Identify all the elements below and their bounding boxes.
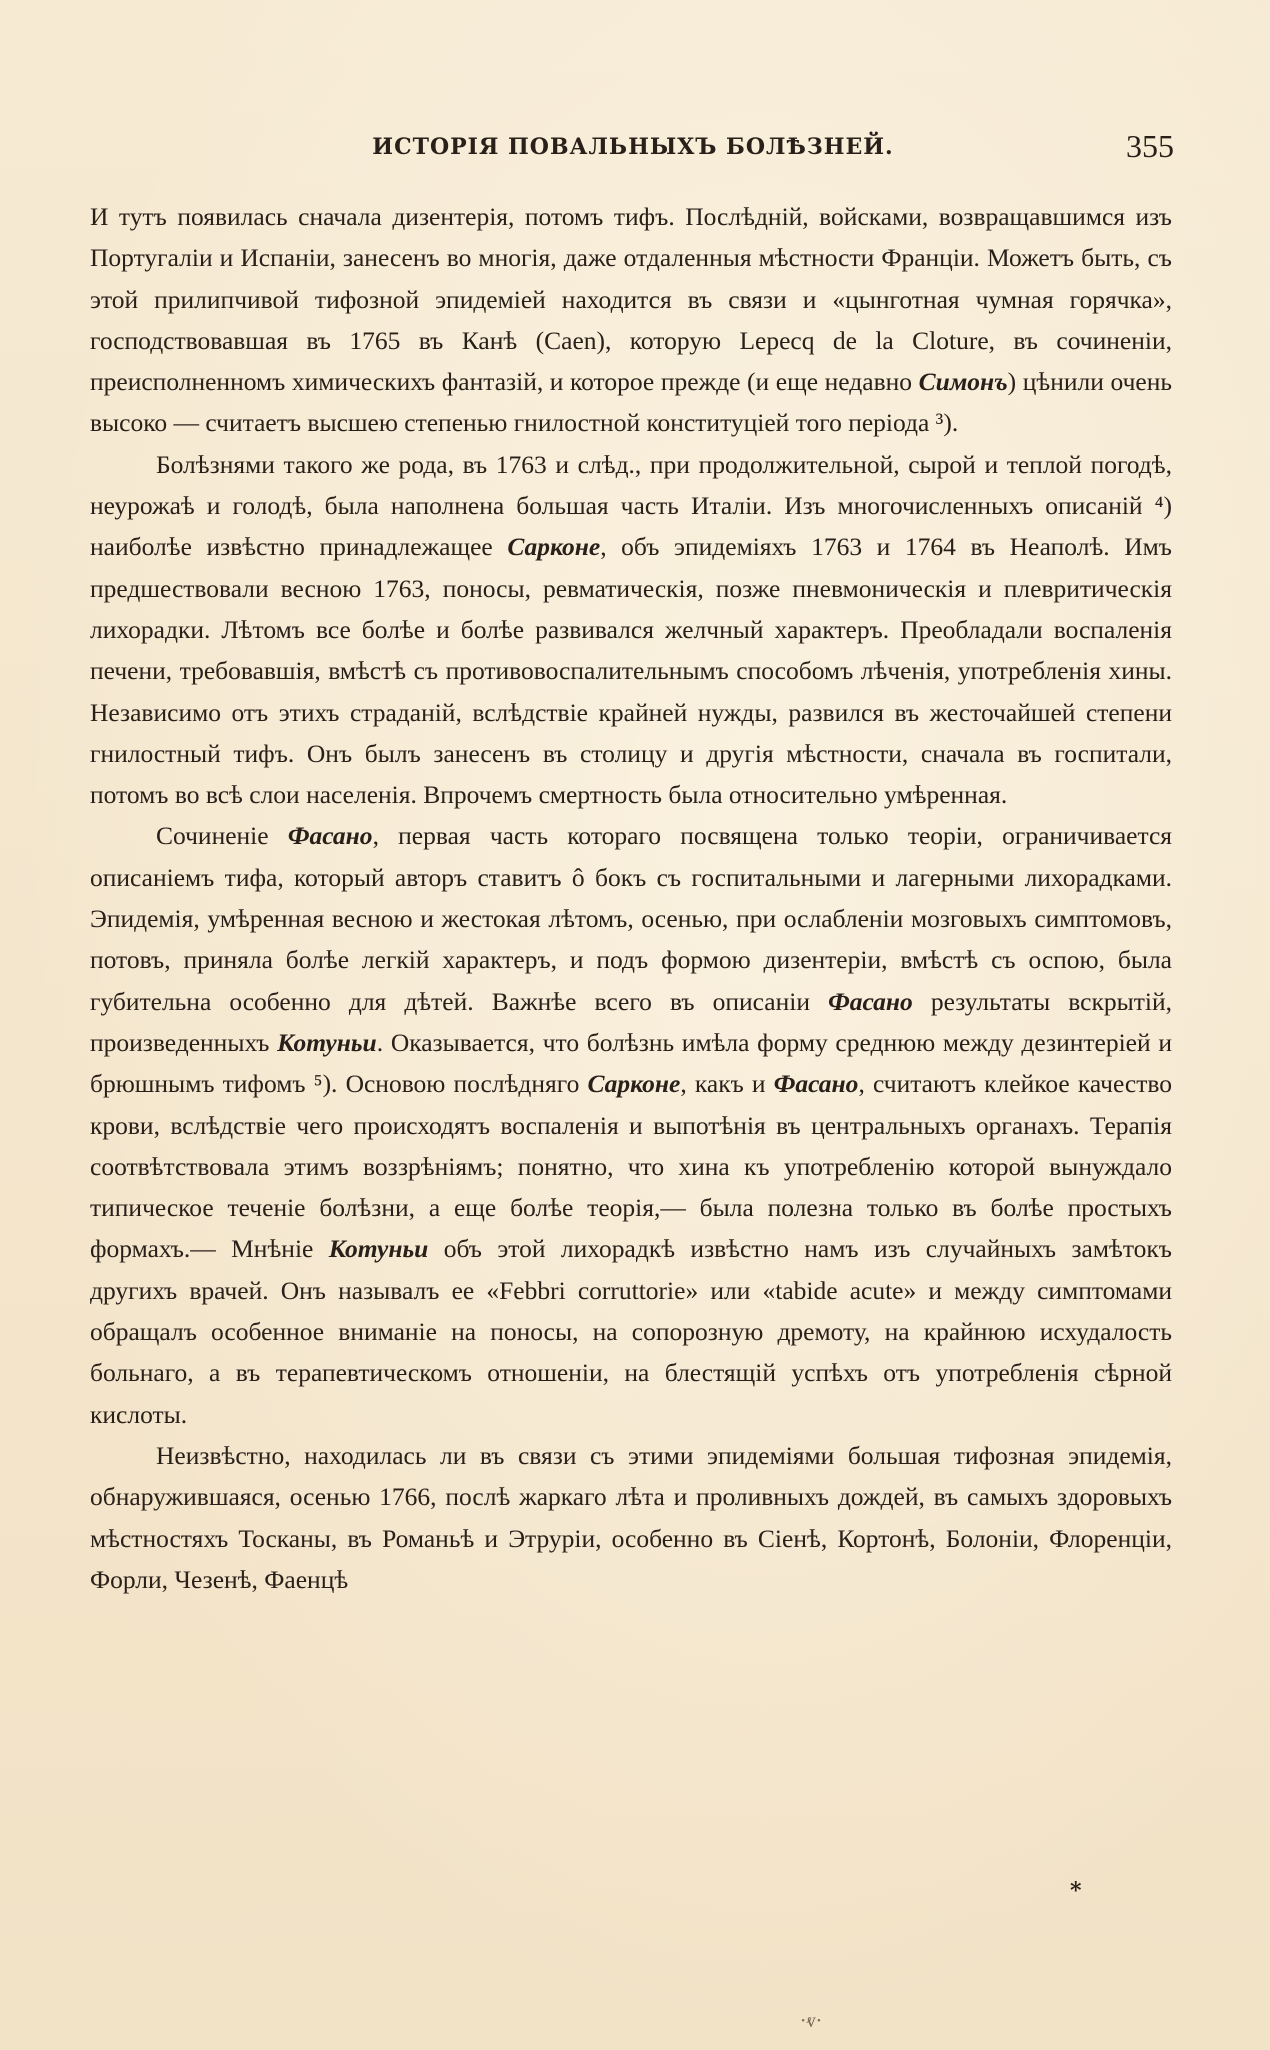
- text-run: , какъ и: [680, 1069, 774, 1099]
- italic-name: Фасано: [287, 821, 373, 851]
- italic-name: Сарконе: [507, 532, 601, 562]
- paragraph-p3: [90, 815, 1172, 1434]
- italic-name: Фасано: [773, 1069, 859, 1099]
- text-run: объ этой лихорадкѣ извѣстно намъ изъ случайныхъ замѣтокъ другихъ врачей. Онъ называлъ ее «Febbri corruttorie» или «tabide acute» и между симптомами обращалъ особенное вниманіе на поносы, на сопорозную дремоту, на крайнюю исхудалость больнаго, а въ терапевтическомъ отношеніи, на блестящій успѣхъ отъ употребленія сѣрной кислоты.: [90, 1234, 1172, 1429]
- paragraph-p4: [90, 1435, 1172, 1600]
- paragraph-p1: [90, 196, 1172, 444]
- italic-name: Фасано: [828, 986, 913, 1016]
- text-run: результаты вскрытій, произведенныхъ: [90, 986, 1172, 1057]
- page-number: 355: [1126, 128, 1174, 164]
- text-run: Неизвѣстно, находилась ли въ связи съ этими эпидеміями большая тифозная эпидемія, обнаружившаяся, осенью 1766, послѣ жаркаго лѣта и проливныхъ дождей, въ самыхъ здоровыхъ мѣстностяхъ Тосканы, въ Романьѣ и Этруріи, особенно въ Сіенѣ, Кортонѣ, Болоніи, Флоренціи, Форли, Чезенѣ, Фаенцѣ: [90, 1440, 1172, 1594]
- italic-name: Котуньи: [328, 1234, 429, 1264]
- running-title: ИСТОРІЯ ПОВАЛЬНЫХЪ БОЛѢЗНЕЙ.: [372, 134, 894, 160]
- running-header: [92, 128, 1174, 168]
- text-run: Сочиненіе: [156, 821, 288, 851]
- text-run: Болѣзнями такого же рода, въ 1763 и слѣд., при продолжительной, сырой и теплой погодѣ, неурожаѣ и голодѣ, была наполнена большая часть Италіи. Изъ многочисленныхъ описаній ⁴) наиболѣе извѣстно принадлежащее: [90, 449, 1172, 562]
- footer-asterisk: *: [1070, 1878, 1082, 1904]
- text-run: , считаютъ клейкое качество крови, вслѣдствіе чего происходятъ воспаленія и выпотѣнія въ центральныхъ органахъ. Терапія соотвѣтствовала этимъ воззрѣніямъ; понятно, что хина къ употребленію которой вынуждало типическое теченіе болѣзни, а еще болѣе теорія,— была полезна только въ болѣе простыхъ формахъ.— Мнѣніе: [90, 1069, 1173, 1264]
- italic-name: Котуньи: [277, 1027, 377, 1057]
- text-run: , объ эпидеміяхъ 1763 и 1764 въ Неаполѣ. Имъ предшествовали весною 1763, поносы, ревматическія, позже пневмоническія и плевритическія лихорадки. Лѣтомъ все болѣе и болѣе развивался желчный характеръ. Преобладали воспаленія печени, требовавшія, вмѣстѣ съ противовоспалительнымъ способомъ лѣченія, употребленія хины. Независимо отъ этихъ страданій, вслѣдствіе крайней нужды, развился въ жесточайшей степени гнилостный тифъ. Онъ былъ занесенъ въ столицу и другія мѣстности, сначала въ госпитали, потомъ во всѣ слои населенія. Впрочемъ смертность была относительно умѣренная.: [90, 532, 1172, 810]
- text-run: И тутъ появилась сначала дизентерія, потомъ тифъ. Послѣдній, войсками, возвращавшимся изъ Португаліи и Испаніи, занесенъ во многія, даже отдаленныя мѣстности Франціи. Можетъ быть, съ этой прилипчивой тифозной эпидеміей находится въ связи и «цынготная чумная горячка», господствовавшая въ 1765 въ Канѣ (Caen), которую Lepecq de la Cloture, въ сочиненіи, преисполненномъ химическихъ фантазій, и которое прежде (и еще недавно: [90, 202, 1172, 397]
- text-run: , первая часть котораго посвящена только теоріи, ограничивается описаніемъ тифа, который авторъ ставитъ ô бокъ съ госпитальными и лагерными лихорадками. Эпидемія, умѣренная весною и жестокая лѣтомъ, осенью, при ослабленіи мозговыхъ симптомовъ, потовъ, приняла болѣе легкій характеръ, и подъ формою дизентеріи, вмѣстѣ съ оспою, была губительна особенно для дѣтей. Важнѣе всего въ описаніи: [90, 821, 1172, 1016]
- bottom-ornament: ·ⱴ·: [800, 2008, 823, 2032]
- italic-name: Сарконе: [587, 1069, 681, 1099]
- italic-name: Симонъ: [918, 367, 1008, 397]
- text-run: . Оказывается, что болѣзнь имѣла форму среднюю между дезинтеріей и брюшнымъ тифомъ ⁵). Основою послѣдняго: [90, 1027, 1172, 1099]
- paragraph-p2: [90, 444, 1172, 816]
- text-run: ) цѣнили очень высоко — считаетъ высшею степенью гнилостной конституціей того періода ³).: [90, 367, 1172, 438]
- body-text: [90, 196, 1172, 1600]
